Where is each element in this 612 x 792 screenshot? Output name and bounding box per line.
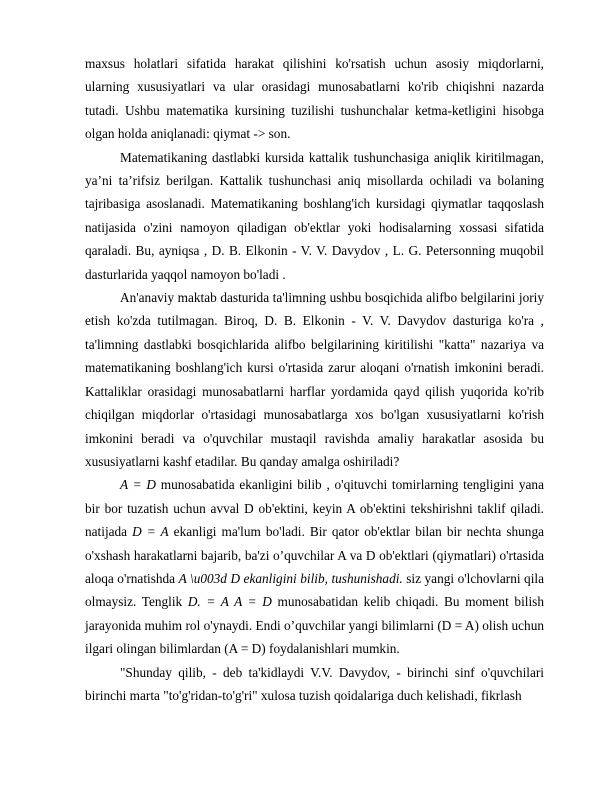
document-page (85, 52, 544, 707)
paragraph-2: Matematikaning dastlabki kursida kattalik tushunchasiga aniqlik kiritilmagan, ya’ni ta’rifsiz berilgan. Kattalik tushunchasi aniq misollarda ochiladi va bolaning tajribasiga asoslanadi. Matematikaning boshlang'ich kursidagi qiymatlar taqqoslash natijasida o'zini namoyon qiladigan ob'ektlar yoki hodisalarning xossasi sifatida qaraladi. Bu, ayniqsa , D. B. Elkonin - V. V. Davydov , L. G. Petersonning muqobil dasturlarida yaqqol namoyon bo'ladi . (85, 149, 544, 282)
paragraph-1: maxsus holatlari sifatida harakat qilishini ko'rsatish uchun asosiy miqdorlarni, ularning xususiyatlari va ular orasidagi munosabatlarni ko'rib chiqishni nazarda tutadi. Ushbu matematika kursining tuzilishi tushunchalar ketma-ketligini hisobga olgan holda aniqlanadi: qiymat -> son. (85, 56, 544, 142)
formula-equality-chain: D. = A A = D (187, 594, 272, 610)
formula-a-equals-d: A = D (120, 477, 156, 493)
paragraph-4-text-2: ekanligi ma'lum bo'ladi. Bir qator ob'ektlar bilan bir nechta shunga o'xshash harakatlarni bajarib, ba'zi o’quvchilar A va D ob'ektlari (qiymatlari) o'rtasida aloqa o'rnatishda (85, 524, 545, 586)
paragraph-4-text-1: munosabatida ekanligini bilib , o'qituvchi tomirlarning tengligini yana bir bor tuzatish uchun avval D ob'ektini, keyin A ob'ektini tekshirishni taklif qiladi. natijada (85, 477, 544, 540)
italic-phrase: A \u003d D ekanligini bilib, tushunishadi. (178, 570, 403, 586)
paragraph-5: "Shunday qilib, - deb ta'kidlaydi V.V. Davydov, - birinchi sinf o'quvchilari birinchi marta "to'g'ridan-to'g'ri" xulosa tuzish qoidalariga duch kelishadi, fikrlash (85, 664, 544, 703)
paragraph-4-text-4: munosabatidan kelib chiqadi. Bu moment bilish jarayonida muhim rol o'ynaydi. Endi o’quvchilar yangi bilimlarni (D = A) olish uchun ilgari olingan bilimlardan (A = D) foydalanishlari mumkin. (85, 594, 544, 657)
paragraph-4 (85, 473, 544, 660)
formula-d-equals-a: D = A (132, 524, 169, 540)
paragraph-3: An'anaviy maktab dasturida ta'limning ushbu bosqichida alifbo belgilarini joriy etish ko'zda tutilmagan. Biroq, D. B. Elkonin - V. V. Davydov dasturiga ko'ra , ta'limning dastlabki bosqichlarida alifbo belgilarining kiritilishi "katta" nazariya va matematikaning boshlang'ich kursi o'rtasida zarur aloqani o'rnatish imkonini beradi. Kattaliklar orasidagi munosabatlarni harflar yordamida qayd qilish yuqorida ko'rib chiqilgan miqdorlar o'rtasidagi munosabatlarga xos bo'lgan xususiyatlarni ko'rish imkonini beradi va o'quvchilar mustaqil ravishda amaliy harakatlar asosida bu xususiyatlarni kashf etadilar. Bu qanday amalga oshiriladi? (85, 290, 544, 469)
paragraph-4-text-3: siz yangi o'lchovlarni qila olmaysiz. Tenglik (85, 570, 544, 610)
